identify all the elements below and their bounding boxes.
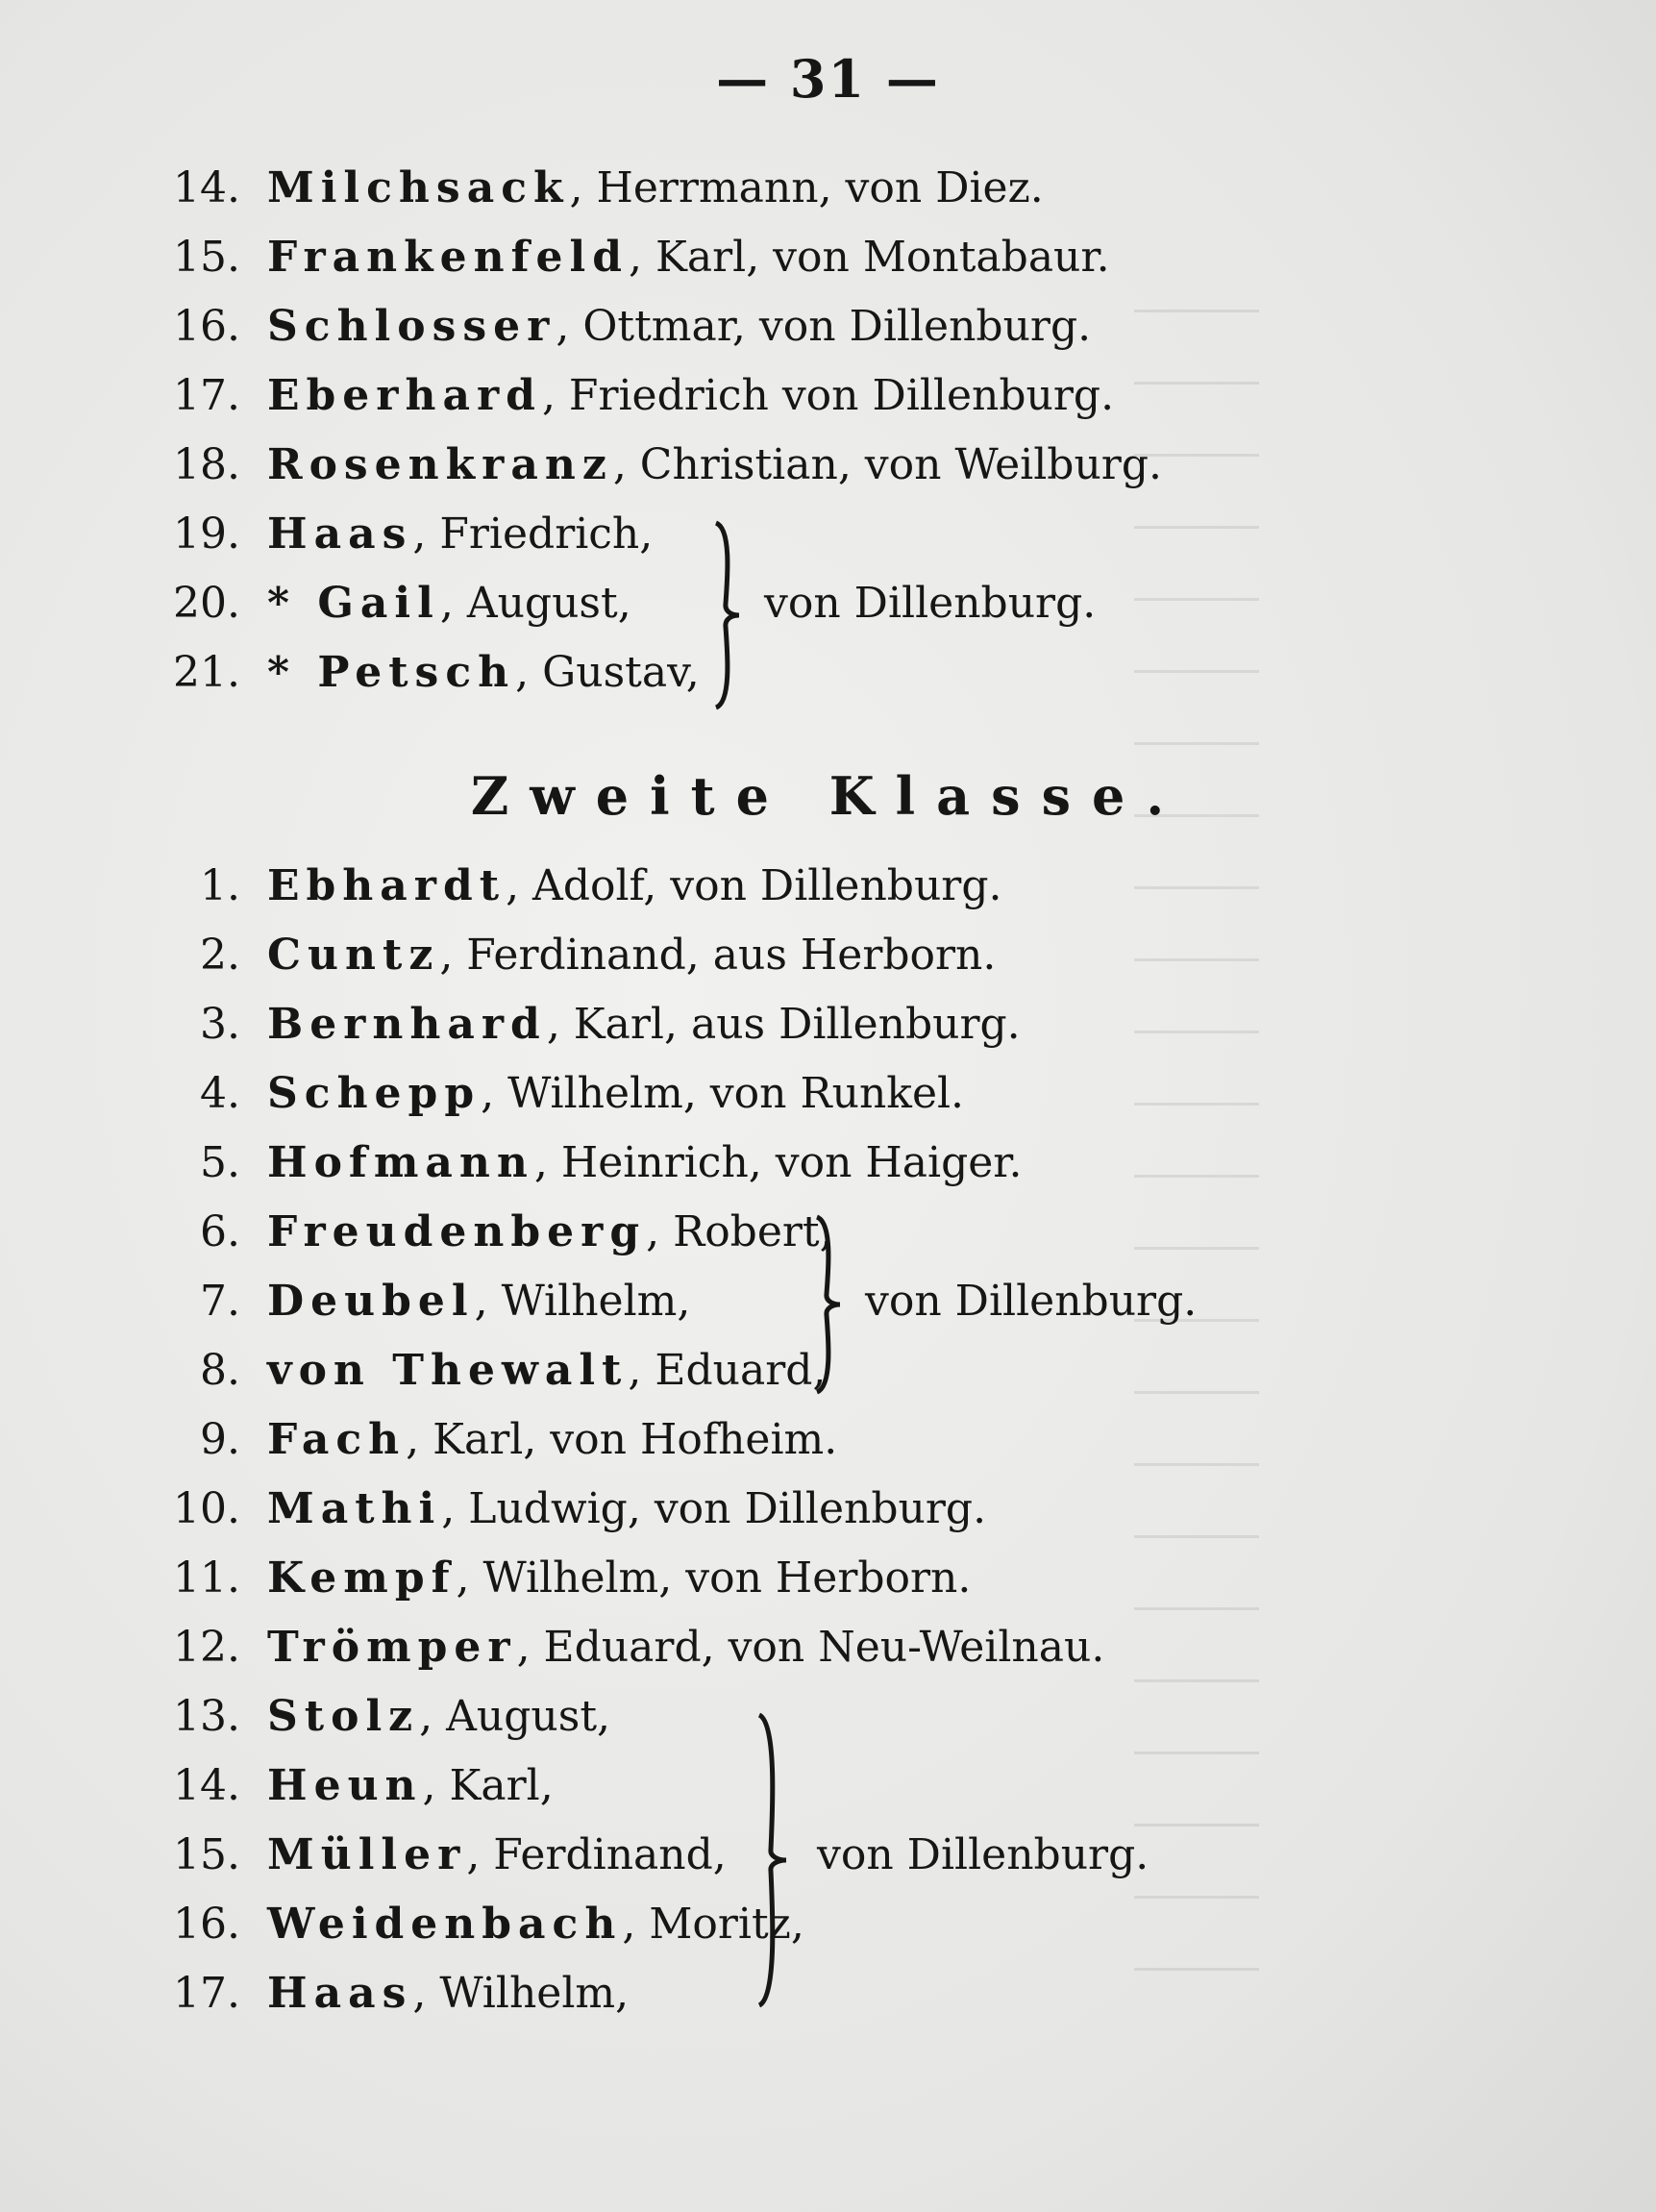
entry-details: , August,: [419, 1692, 610, 1741]
list-item: [163, 1134, 1023, 1192]
list-item: [163, 1550, 971, 1607]
section-title: Zweite Klasse.: [470, 765, 1186, 827]
entry-number: 17.: [173, 371, 240, 420]
entry-surname: Weidenbach: [267, 1900, 623, 1949]
entry-details: , Friedrich von Dillenburg.: [541, 371, 1115, 420]
list-item: [163, 1827, 727, 1884]
entry-details: , Robert,: [646, 1207, 833, 1256]
entry-details: , Adolf, von Dillenburg.: [506, 861, 1002, 910]
entry-details: , August,: [439, 579, 631, 628]
entry-number: 8.: [200, 1346, 240, 1395]
list-item: [163, 575, 631, 633]
list-item: [163, 506, 653, 563]
entry-surname: Deubel: [267, 1277, 475, 1326]
entry-number: 11.: [173, 1553, 240, 1603]
list-item: [163, 996, 1021, 1054]
entry-number: 14.: [173, 163, 240, 212]
entry-surname: Frankenfeld: [267, 233, 630, 282]
entry-surname: Fach: [267, 1415, 407, 1464]
list-item: [163, 927, 996, 984]
entry-number: 5.: [200, 1138, 240, 1187]
entry-number: 9.: [200, 1415, 240, 1464]
entry-details: , Eduard, von Neu-Weilnau.: [516, 1623, 1105, 1672]
entry-surname: Ebhardt: [267, 861, 507, 910]
entry-surname: Haas: [267, 1969, 413, 2018]
entry-surname: Eberhard: [267, 371, 542, 420]
entry-surname: Kempf: [267, 1553, 457, 1603]
entry-surname: Schlosser: [267, 302, 556, 351]
entry-details: , Ferdinand,: [466, 1830, 727, 1879]
list-item: [163, 1688, 610, 1746]
entry-surname: Bernhard: [267, 1000, 547, 1049]
entry-surname: von Thewalt: [267, 1346, 629, 1395]
list-item: [163, 857, 1001, 915]
curly-brace-icon: [750, 1711, 792, 2009]
list-item: [163, 1757, 554, 1815]
list-item: [163, 160, 1044, 217]
entry-number: 21.: [173, 648, 240, 697]
entry-details: , Karl, aus Dillenburg.: [546, 1000, 1021, 1049]
bleed-through-shadow: [1134, 240, 1259, 2067]
list-item: [163, 1411, 837, 1469]
entry-number: 18.: [173, 440, 240, 489]
brace-label: von Dillenburg.: [817, 1830, 1149, 1879]
entry-surname: Schepp: [267, 1069, 482, 1118]
entry-surname: * Petsch: [267, 648, 516, 697]
list-item: [163, 1273, 690, 1330]
entry-surname: Mathi: [267, 1484, 442, 1533]
entry-surname: Trömper: [267, 1623, 517, 1672]
list-item: [163, 1896, 804, 1953]
entry-details: , Karl, von Hofheim.: [406, 1415, 838, 1464]
entry-details: , Heinrich, von Haiger.: [533, 1138, 1023, 1187]
list-item: [163, 229, 1110, 286]
entry-number: 16.: [173, 1900, 240, 1949]
list-item: [163, 298, 1091, 356]
entry-details: , Karl, von Montabaur.: [629, 233, 1110, 282]
curly-brace-icon: [706, 519, 745, 711]
entry-details: , Ferdinand, aus Herborn.: [439, 931, 997, 980]
entry-details: , Wilhelm,: [474, 1277, 691, 1326]
entry-number: 4.: [200, 1069, 240, 1118]
entry-surname: Müller: [267, 1830, 467, 1879]
list-item: [163, 1965, 629, 2023]
entry-number: 16.: [173, 302, 240, 351]
entry-number: 10.: [173, 1484, 240, 1533]
entry-number: 12.: [173, 1623, 240, 1672]
list-item: [163, 1204, 833, 1261]
entry-number: 1.: [200, 861, 240, 910]
entry-details: , Herrmann, von Diez.: [569, 163, 1044, 212]
entry-details: , Wilhelm, von Herborn.: [456, 1553, 972, 1603]
entry-surname: Heun: [267, 1761, 423, 1810]
entry-number: 7.: [200, 1277, 240, 1326]
entry-number: 15.: [173, 1830, 240, 1879]
entry-number: 17.: [173, 1969, 240, 2018]
entry-number: 6.: [200, 1207, 240, 1256]
entry-number: 19.: [173, 510, 240, 559]
list-item: [163, 1480, 986, 1538]
list-item: [163, 436, 1162, 494]
entry-surname: Freudenberg: [267, 1207, 647, 1256]
list-item: [163, 367, 1114, 425]
entry-details: , Moritz,: [622, 1900, 804, 1949]
page-number: — 31 —: [716, 48, 940, 110]
entry-details: , Wilhelm,: [412, 1969, 630, 2018]
entry-surname: Rosenkranz: [267, 440, 613, 489]
entry-number: 15.: [173, 233, 240, 282]
entry-details: , Ottmar, von Dillenburg.: [556, 302, 1092, 351]
entry-surname: Milchsack: [267, 163, 570, 212]
entry-details: , Wilhelm, von Runkel.: [481, 1069, 965, 1118]
entry-details: , Eduard,: [628, 1346, 827, 1395]
list-item: [163, 644, 700, 702]
entry-details: , Karl,: [422, 1761, 554, 1810]
entry-details: , Friedrich,: [412, 510, 654, 559]
entry-surname: Stolz: [267, 1692, 420, 1741]
entry-number: 2.: [200, 931, 240, 980]
entry-number: 13.: [173, 1692, 240, 1741]
list-item: [163, 1619, 1104, 1677]
entry-number: 14.: [173, 1761, 240, 1810]
brace-label: von Dillenburg.: [764, 579, 1097, 628]
entry-surname: Cuntz: [267, 931, 440, 980]
entry-number: 3.: [200, 1000, 240, 1049]
entry-surname: Hofmann: [267, 1138, 534, 1187]
curly-brace-icon: [807, 1213, 846, 1396]
entry-number: 20.: [173, 579, 240, 628]
brace-label: von Dillenburg.: [865, 1277, 1198, 1326]
entry-surname: * Gail: [267, 579, 440, 628]
entry-details: , Christian, von Weilburg.: [612, 440, 1162, 489]
entry-surname: Haas: [267, 510, 413, 559]
list-item: [163, 1342, 826, 1400]
entry-details: , Ludwig, von Dillenburg.: [441, 1484, 987, 1533]
list-item: [163, 1065, 964, 1123]
entry-details: , Gustav,: [515, 648, 700, 697]
